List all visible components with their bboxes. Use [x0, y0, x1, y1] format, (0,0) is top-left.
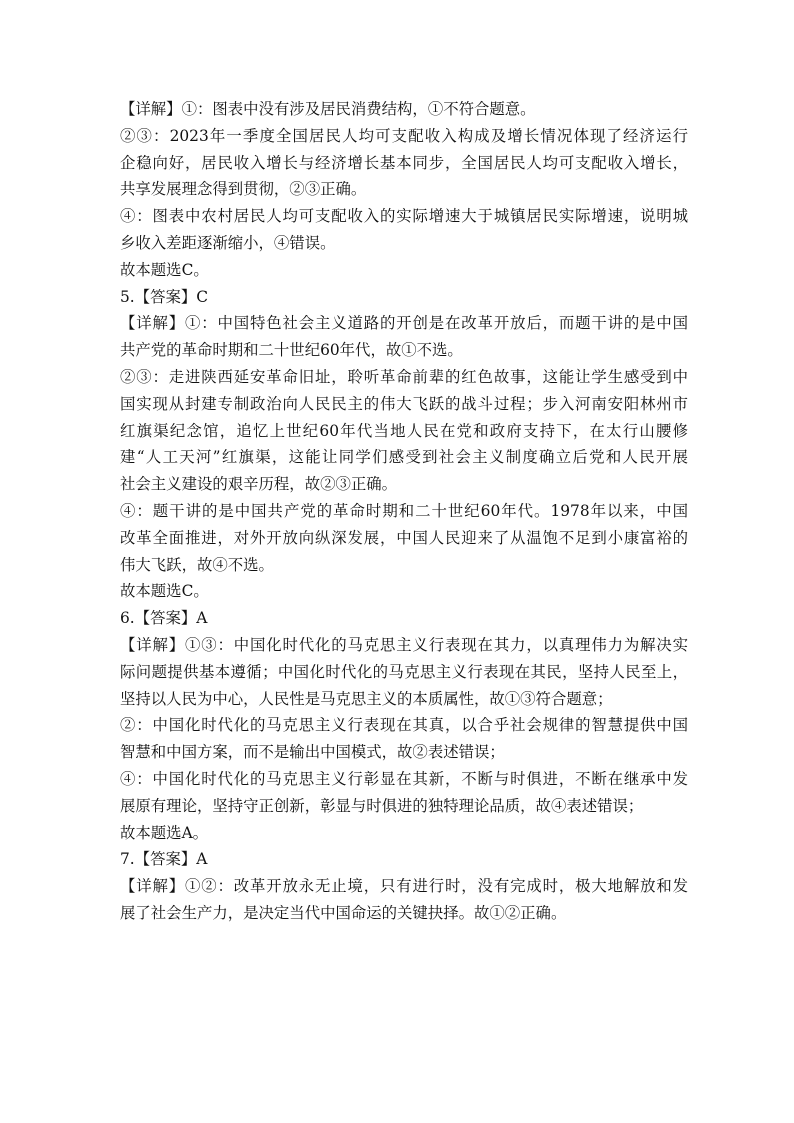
text-line-17: 改革全面推进，对外开放向纵深发展，中国人民迎来了从温饱不足到小康富裕的: [120, 528, 688, 547]
text-line-5: ④：图表中农村居民人均可支配收入的实际增速大于城镇居民实际增速，说明城: [120, 207, 688, 226]
text-line-8: 5.【答案】C: [120, 287, 209, 306]
text-line-30: 【详解】①②：改革开放永无止境，只有进行时，没有完成时，极大地解放和发: [120, 877, 688, 896]
text-line-3: 企稳向好，居民收入增长与经济增长基本同步，全国居民人均可支配收入增长，: [120, 153, 688, 172]
text-line-4: 共享发展理念得到贯彻，②③正确。: [120, 180, 367, 199]
document-page: [120, 96, 688, 927]
text-line-9: 【详解】①：中国特色社会主义道路的开创是在改革开放后，而题干讲的是中国: [120, 314, 688, 333]
text-line-23: 坚持以人民为中心，人民性是马克思主义的本质属性，故①③符合题意；: [120, 689, 613, 708]
text-line-18: 伟大飞跃，故④不选。: [120, 555, 274, 574]
text-line-1: 【详解】①：图表中没有涉及居民消费结构，①不符合题意。: [120, 100, 536, 118]
text-line-20: 6.【答案】A: [120, 609, 208, 628]
text-line-29: 7.【答案】A: [120, 850, 208, 869]
text-line-14: 建“人工天河”红旗渠，这能让同学们感受到社会主义制度确立后党和人民开展: [120, 448, 688, 467]
text-line-25: 智慧和中国方案，而不是输出中国模式，故②表述错误；: [120, 743, 505, 762]
text-line-11: ②③：走进陕西延安革命旧址，聆听革命前辈的红色故事，这能让学生感受到中: [120, 367, 688, 386]
text-line-15: 社会主义建设的艰辛历程，故②③正确。: [120, 475, 398, 494]
text-line-27: 展原有理论，坚持守正创新，彰显与时俱进的独特理论品质，故④表述错误；: [120, 796, 644, 815]
text-line-7: 故本题选C。: [120, 260, 209, 279]
text-line-22: 际问题提供基本遵循；中国化时代化的马克思主义行表现在其民，坚持人民至上，: [120, 662, 688, 681]
text-line-13: 红旗渠纪念馆，追忆上世纪60年代当地人民在党和政府支持下，在太行山腰修: [120, 421, 688, 440]
text-line-10: 共产党的革命时期和二十世纪60年代，故①不选。: [120, 341, 463, 360]
text-line-2: ②③：2023年一季度全国居民人均可支配收入构成及增长情况体现了经济运行: [120, 126, 688, 145]
text-line-6: 乡收入差距逐渐缩小，④错误。: [120, 233, 336, 252]
text-line-31: 展了社会生产力，是决定当代中国命运的关键抉择。故①②正确。: [120, 903, 567, 922]
text-line-16: ④：题干讲的是中国共产党的革命时期和二十世纪60年代。1978年以来，中国: [120, 501, 688, 520]
text-line-21: 【详解】①③：中国化时代化的马克思主义行表现在其力，以真理伟力为解决实: [120, 635, 688, 654]
text-line-26: ④：中国化时代化的马克思主义行彰显在其新，不断与时俱进，不断在继承中发: [120, 769, 688, 788]
text-line-12: 国实现从封建专制政治向人民民主的伟大飞跃的战斗过程；步入河南安阳林州市: [120, 394, 688, 413]
text-line-19: 故本题选C。: [120, 582, 209, 601]
text-line-28: 故本题选A。: [120, 823, 209, 842]
text-line-24: ②：中国化时代化的马克思主义行表现在其真，以合乎社会规律的智慧提供中国: [120, 716, 688, 735]
